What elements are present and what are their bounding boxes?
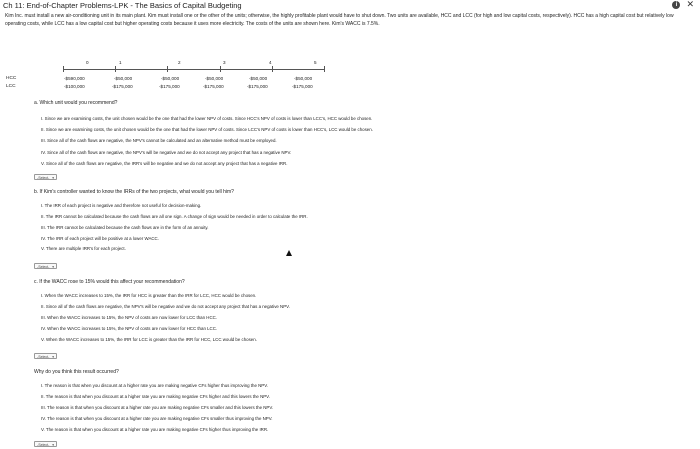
chevron-down-icon: ▾ [52,355,54,359]
question-b-option: IV. The IRR of each project will be positive at a lower WACC. [41,236,159,241]
cash-flow-value: -$175,000 [292,84,313,89]
question-c-option: II. Since all of the cash flows are negative, the NPV's will be negative and we do not accept any project that has a negative NPV. [41,304,290,309]
timeline-period: 2 [178,60,181,65]
question-a-select[interactable] [34,174,57,180]
timeline-period: 5 [314,60,317,65]
question-why-option: II. The reason is that when you discount at a higher rate you are making negative CFs higher and this lowers the NPV. [41,394,270,399]
cash-flow-value: -$50,000 [114,76,133,81]
question-a-option: I. Since we are examining costs, the unit chosen would be the one that had the lower NPV of costs. Since HCC's NPV of costs is lower than LCC's, HCC would be chosen. [41,116,373,121]
question-b-prompt: b. If Kim's controller wanted to know the IRRs of the two projects, what would you tell him? [34,189,234,195]
cash-flow-value: -$590,000 [64,76,85,81]
question-b-option: I. The IRR of each project is negative and therefore not useful for decision-making. [41,203,202,208]
timeline-period: 0 [86,60,89,65]
row-label-lcc: LCC [6,84,16,89]
cash-flow-value: -$50,000 [249,76,268,81]
question-why-option: IV. The reason is that when you discount at a higher rate you are making negative CFs smaller thus improving the NPV. [41,416,273,421]
chevron-down-icon: ▾ [52,176,54,180]
problem-intro: Kim Inc. must install a new air-conditioning unit in its main plant. Kim must install one or the other of the units; otherwise, the highly profitable plant would have to shut down. Two units are available, HCC and LCC (for high and low capital costs, respectively). HCC has a high capital cost but relatively low operating costs, while LCC has a low capital cost but higher operating costs because it uses more electricity. The costs of the units are shown here. Kim's WACC is 7.5%. [5,13,674,27]
cash-flow-value: -$50,000 [205,76,224,81]
title-bar [0,0,700,11]
question-c-prompt: c. If the WACC rose to 15% would this affect your recommendation? [34,279,185,285]
question-a-option: III. Since all of the cash flows are negative, the NPV's cannot be calculated and an alternative method must be employed. [41,138,277,143]
timeline-tick [220,66,221,72]
timeline-axis [63,69,325,70]
close-icon[interactable]: ✕ [686,0,694,9]
timeline-tick [324,66,325,72]
cash-flow-value: -$50,000 [161,76,180,81]
cash-flow-value: -$175,000 [203,84,224,89]
question-why-option: I. The reason is that when you discount at a higher rate you are making negative CFs higher thus improving the NPV. [41,383,268,388]
cash-flow-value: -$175,000 [159,84,180,89]
question-b-select[interactable] [34,263,57,269]
cash-flow-value: -$175,000 [112,84,133,89]
question-c-option: III. When the WACC increases to 15%, the NPV of costs are now lower for LCC than HCC. [41,315,218,320]
cash-flow-value: -$100,000 [64,84,85,89]
question-a-option: II. Since we are examining costs, the unit chosen would be the one that had the lower NPV of costs. Since LCC's NPV of costs is lower than HCC's, LCC would be chosen. [41,127,373,132]
timeline-tick [63,66,64,72]
question-a-option: IV. Since all of the cash flows are negative, the NPV's will be negative and we do not accept any project that has a negative NPV. [41,150,292,155]
cash-flow-timeline [0,58,700,98]
select-label: -Select- [37,355,50,359]
question-why-option: III. The reason is that when you discount at a higher rate you are making negative CFs smaller and this lowers the NPV. [41,405,274,410]
question-c-option: IV. When the WACC increases to 15%, the NPV of costs are now lower for HCC than LCC. [41,326,218,331]
select-label: -Select- [37,443,50,447]
question-why-select[interactable] [34,441,57,447]
select-label: -Select- [37,265,50,269]
question-a-option: V. Since all of the cash flows are negative, the IRR's will be negative and we do not accept any project that has a negative IRR. [41,161,288,166]
timeline-period: 1 [119,60,122,65]
mouse-cursor-icon [286,250,292,256]
question-b-option: II. The IRR cannot be calculated because the cash flows are all one sign. A change of sign would be needed in order to calculate the IRR. [41,214,308,219]
row-label-hcc: HCC [6,76,17,81]
timeline-tick [272,66,273,72]
timeline-period: 3 [223,60,226,65]
question-b-option: III. The IRR cannot be calculated because the cash flows are in the form of an annuity. [41,225,209,230]
cash-flow-value: -$50,000 [294,76,313,81]
question-b-option: V. There are multiple IRR's for each project. [41,246,126,251]
select-label: -Select- [37,176,50,180]
cash-flow-value: -$175,000 [247,84,268,89]
question-c-option: V. When the WACC increases to 15%, the IRR for LCC is greater than the IRR for HCC, LCC would be chosen. [41,337,257,342]
question-why-option: V. The reason is that when you discount at a higher rate you are making negative CFs higher thus improving the IRR. [41,427,269,432]
timeline-tick [115,66,116,72]
info-icon[interactable]: i [672,1,680,9]
question-a-prompt: a. Which unit would you recommend? [34,100,118,106]
chevron-down-icon: ▾ [52,265,54,269]
timeline-tick [167,66,168,72]
timeline-period: 4 [269,60,272,65]
question-why-prompt: Why do you think this result occurred? [34,369,119,375]
question-c-option: I. When the WACC increases to 15%, the IRR for HCC is greater than the IRR for LCC, HCC would be chosen. [41,293,257,298]
page-title: Ch 11: End-of-Chapter Problems-LPK - The Basics of Capital Budgeting [3,1,242,10]
question-c-select[interactable] [34,353,57,359]
chevron-down-icon: ▾ [52,443,54,447]
